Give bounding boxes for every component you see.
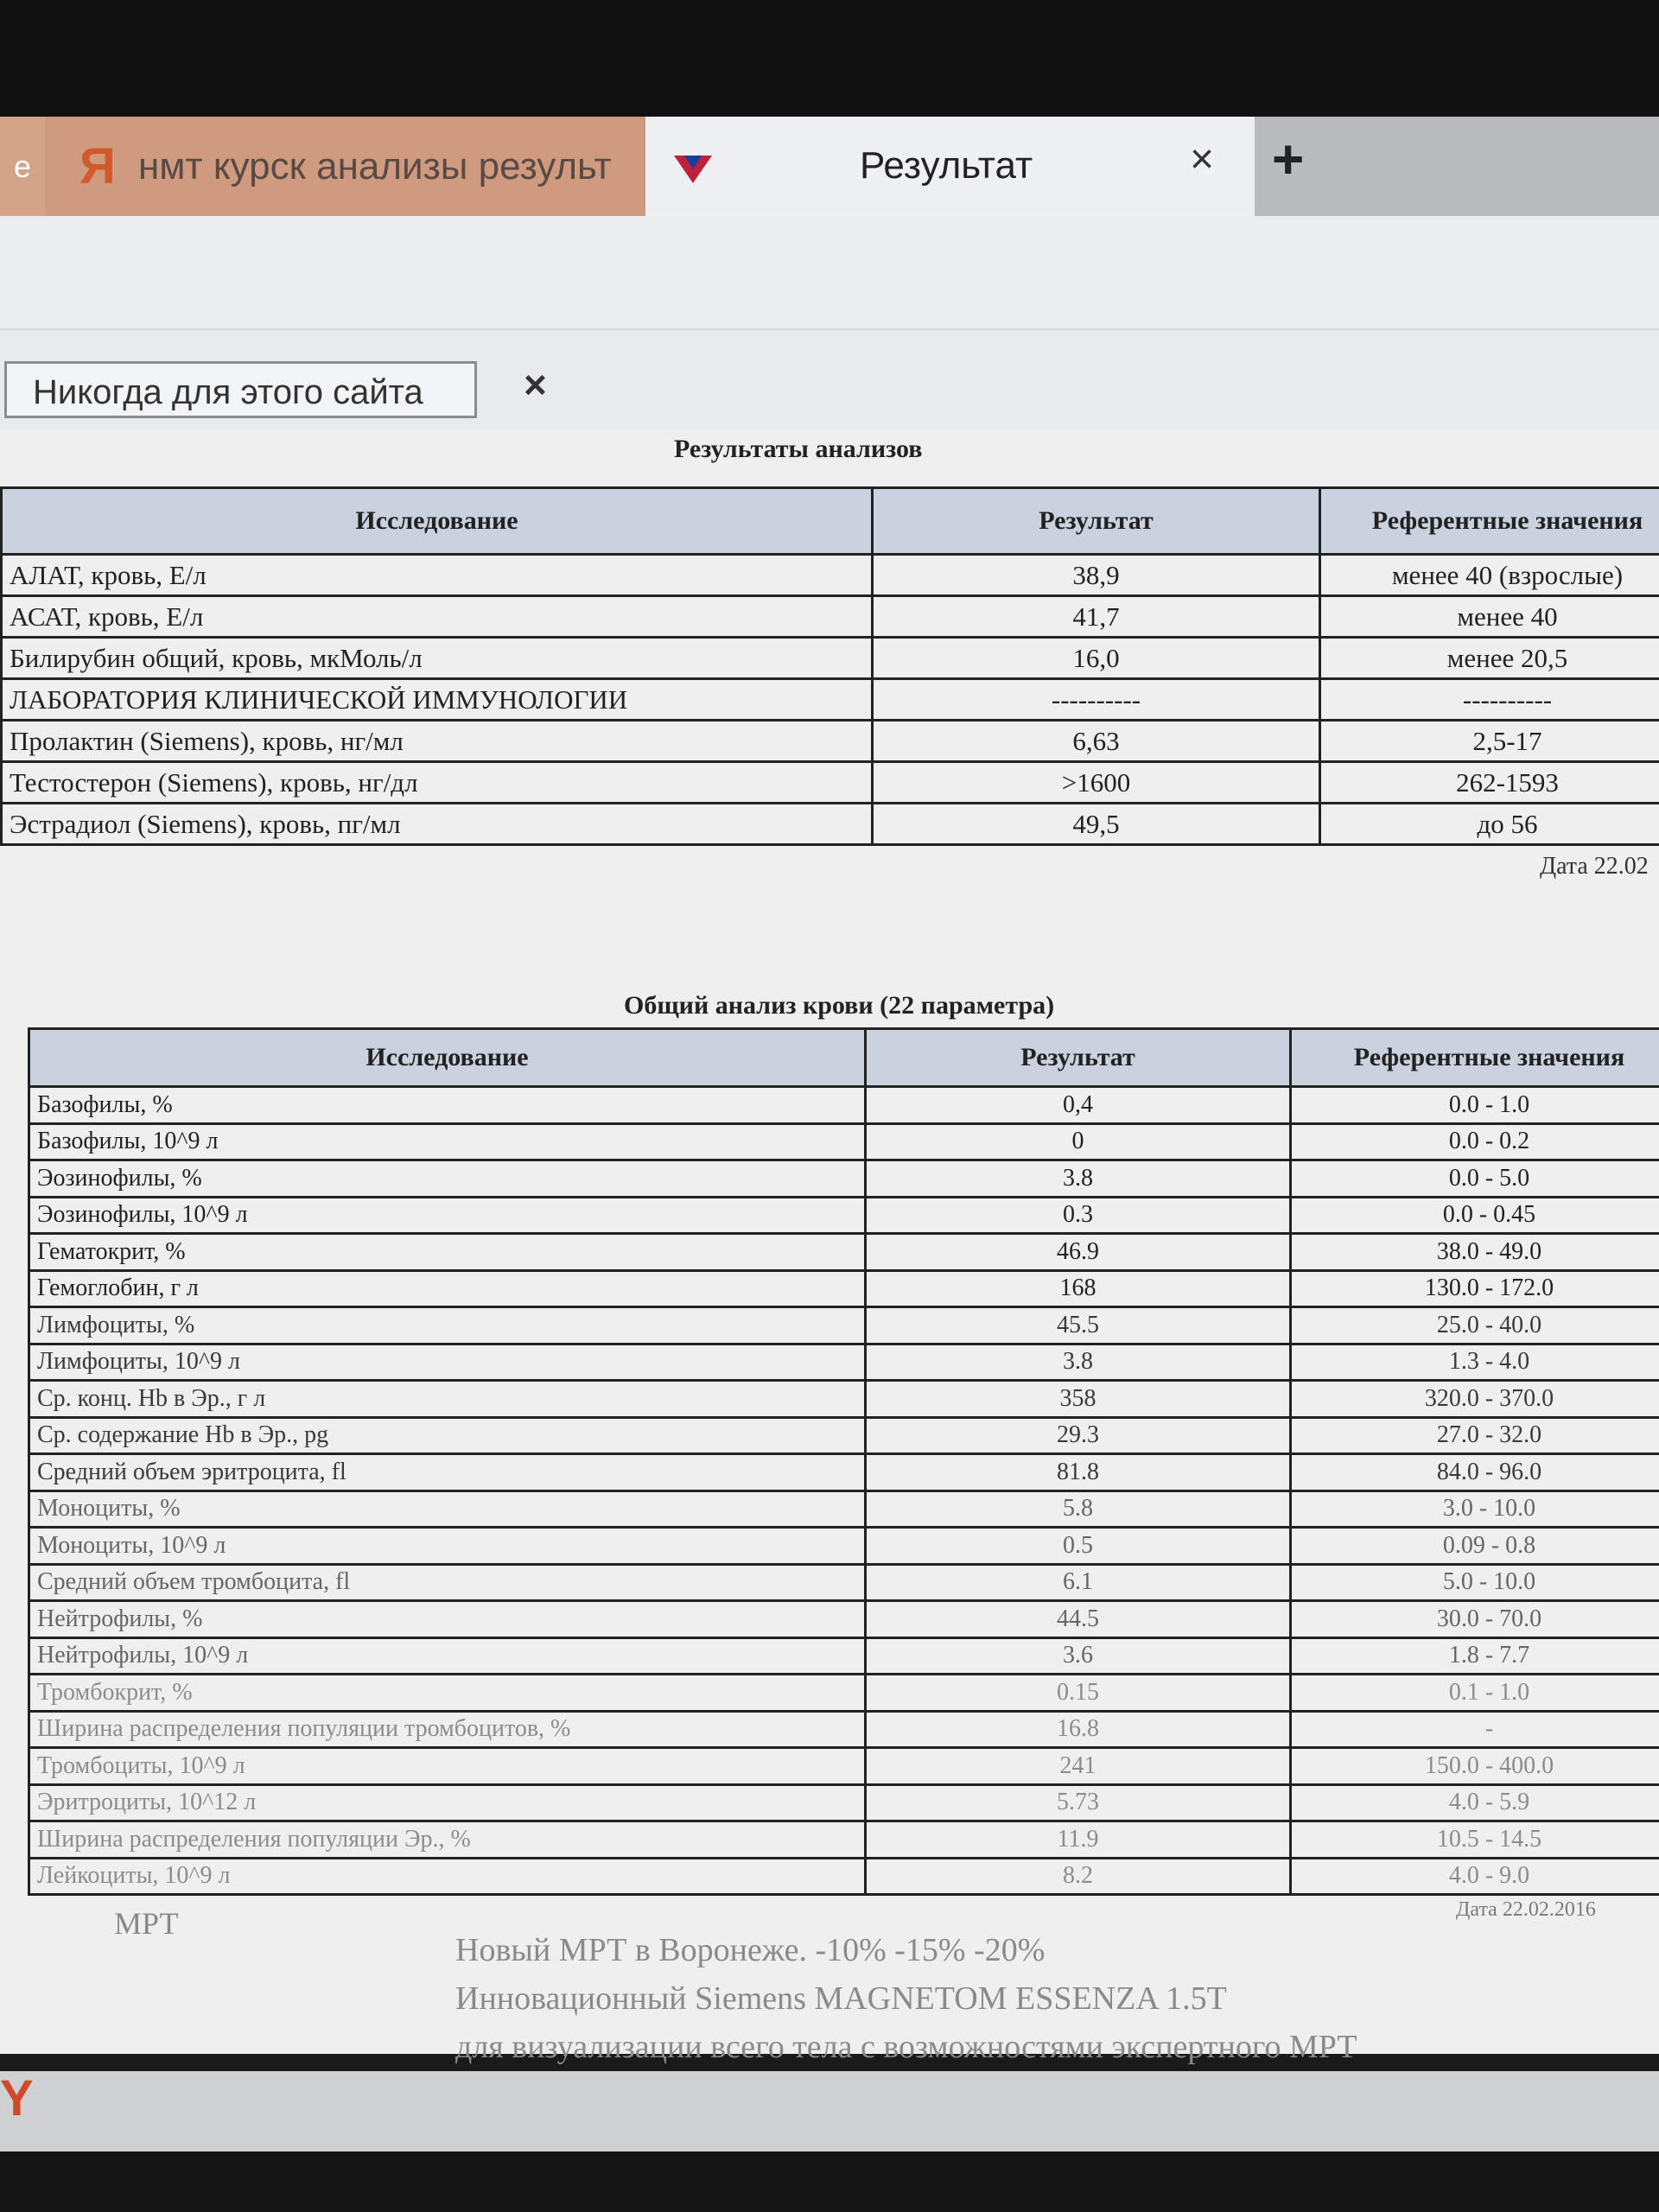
test-name: Моноциты, 10^9 л [29, 1528, 866, 1565]
ad-line-description: для визуализации всего тела с возможностями экспертного МРТ [455, 2029, 1357, 2065]
table-row [29, 1270, 1659, 1307]
table-row [29, 1821, 1659, 1859]
tab-results[interactable] [645, 117, 1255, 216]
test-result: 168 [866, 1270, 1291, 1307]
test-result: 0 [866, 1123, 1291, 1160]
test-result: >1600 [873, 762, 1320, 804]
test-result: 0.5 [866, 1528, 1291, 1565]
reference-range: 0.0 - 0.2 [1291, 1123, 1659, 1160]
test-name: Ср. конц. Hb в Эр., г л [29, 1381, 866, 1418]
table-row [2, 804, 1659, 845]
test-name: Лимфоциты, % [29, 1307, 866, 1344]
table-row [2, 762, 1659, 804]
section-title-blood-count: Общий анализ крови (22 параметра) [624, 991, 1055, 1020]
test-result: ---------- [873, 679, 1320, 721]
test-name: АСАТ, кровь, Е/л [2, 596, 873, 638]
reference-range: 1.8 - 7.7 [1291, 1637, 1659, 1675]
blood-count-table [28, 1027, 1659, 1896]
browser-tab-bar [0, 117, 1659, 216]
test-name: Эритроциты, 10^12 л [29, 1784, 866, 1821]
ad-label[interactable]: МРТ [114, 1906, 179, 1941]
test-result: 38,9 [873, 555, 1320, 596]
table-row [29, 1454, 1659, 1491]
test-result: 0.3 [866, 1197, 1291, 1234]
table-row [29, 1160, 1659, 1198]
browser-toolbar [0, 216, 1659, 330]
table-row [29, 1491, 1659, 1528]
reference-range: 30.0 - 70.0 [1291, 1601, 1659, 1638]
table-row [29, 1417, 1659, 1454]
tab-previous[interactable]: е [0, 117, 45, 216]
site-favicon-inner [684, 156, 702, 169]
test-result: 358 [866, 1381, 1291, 1418]
table-row [29, 1858, 1659, 1895]
table-row [29, 1784, 1659, 1821]
reference-range: 27.0 - 32.0 [1291, 1417, 1659, 1454]
yandex-bottom-logo-icon[interactable]: Y [0, 2070, 34, 2126]
column-header-test: Исследование [2, 488, 873, 555]
table-row [29, 1234, 1659, 1271]
test-result: 41,7 [873, 596, 1320, 638]
tab-yandex-search[interactable] [45, 117, 645, 216]
test-result: 44.5 [866, 1601, 1291, 1638]
screen-bezel-top [0, 0, 1659, 117]
table-row [29, 1675, 1659, 1712]
screen-bezel-bottom [0, 2152, 1659, 2212]
test-name: Ср. содержание Hb в Эр., pg [29, 1417, 866, 1454]
ad-line-headline: Новый МРТ в Воронеже. -10% -15% -20% [455, 1932, 1046, 1968]
reference-range: 1.3 - 4.0 [1291, 1344, 1659, 1381]
reference-range: 0.1 - 1.0 [1291, 1675, 1659, 1712]
test-name: Лейкоциты, 10^9 л [29, 1858, 866, 1895]
test-result: 3.6 [866, 1637, 1291, 1675]
test-result: 3.8 [866, 1344, 1291, 1381]
test-name: Пролактин (Siemens), кровь, нг/мл [2, 721, 873, 762]
reference-range: 4.0 - 9.0 [1291, 1858, 1659, 1895]
table-row [29, 1087, 1659, 1124]
test-name: Эстрадиол (Siemens), кровь, пг/мл [2, 804, 873, 845]
never-for-site-button[interactable]: Никогда для этого сайта [4, 361, 477, 418]
test-result: 11.9 [866, 1821, 1291, 1859]
test-name: Нейтрофилы, 10^9 л [29, 1637, 866, 1675]
test-name: Базофилы, 10^9 л [29, 1123, 866, 1160]
notice-close-icon[interactable]: × [524, 362, 547, 407]
test-result: 16,0 [873, 638, 1320, 679]
reference-range: менее 40 (взрослые) [1320, 555, 1659, 596]
reference-range: 84.0 - 96.0 [1291, 1454, 1659, 1491]
reference-range: 38.0 - 49.0 [1291, 1234, 1659, 1271]
test-result: 0.15 [866, 1675, 1291, 1712]
reference-range: 130.0 - 172.0 [1291, 1270, 1659, 1307]
test-name: Гемоглобин, г л [29, 1270, 866, 1307]
test-result: 49,5 [873, 804, 1320, 845]
reference-range: 2,5-17 [1320, 721, 1659, 762]
ad-line-equipment: Инновационный Siemens MAGNETOM ESSENZA 1.5T [455, 1980, 1227, 2017]
results-page [0, 429, 1659, 2065]
reference-range: менее 20,5 [1320, 638, 1659, 679]
test-name: ЛАБОРАТОРИЯ КЛИНИЧЕСКОЙ ИММУНОЛОГИИ [2, 679, 873, 721]
table-row [29, 1197, 1659, 1234]
table-row [29, 1637, 1659, 1675]
test-name: Ширина распределения популяции Эр., % [29, 1821, 866, 1859]
test-result: 0,4 [866, 1087, 1291, 1124]
reference-range: 25.0 - 40.0 [1291, 1307, 1659, 1344]
reference-range: 3.0 - 10.0 [1291, 1491, 1659, 1528]
test-name: Эозинофилы, 10^9 л [29, 1197, 866, 1234]
reference-range: 320.0 - 370.0 [1291, 1381, 1659, 1418]
reference-range: 0.0 - 5.0 [1291, 1160, 1659, 1198]
table-row [2, 596, 1659, 638]
tab-yandex-label: нмт курск анализы результ [138, 144, 612, 188]
tab-results-label: Результат [860, 144, 1033, 187]
column-header-reference: Референтные значения [1320, 488, 1659, 555]
bottom-panel [0, 2071, 1659, 2152]
test-name: Гематокрит, % [29, 1234, 866, 1271]
test-name: Базофилы, % [29, 1087, 866, 1124]
test-result: 81.8 [866, 1454, 1291, 1491]
test-name: Эозинофилы, % [29, 1160, 866, 1198]
test-name: Средний объем тромбоцита, fl [29, 1564, 866, 1601]
reference-range: 0.09 - 0.8 [1291, 1528, 1659, 1565]
test-name: Нейтрофилы, % [29, 1601, 866, 1638]
table-row [29, 1307, 1659, 1344]
table-row [29, 1344, 1659, 1381]
column-header-test: Исследование [29, 1029, 866, 1087]
table-row [29, 1748, 1659, 1785]
column-header-result: Результат [866, 1029, 1291, 1087]
column-header-reference: Референтные значения [1291, 1029, 1659, 1087]
reference-range: 0.0 - 0.45 [1291, 1197, 1659, 1234]
test-result: 241 [866, 1748, 1291, 1785]
table-row [29, 1528, 1659, 1565]
reference-range: менее 40 [1320, 596, 1659, 638]
test-name: Ширина распределения популяции тромбоцитов, % [29, 1711, 866, 1748]
reference-range: 4.0 - 5.9 [1291, 1784, 1659, 1821]
reference-range: - [1291, 1711, 1659, 1748]
new-tab-button[interactable]: + [1272, 128, 1305, 190]
table-row [29, 1123, 1659, 1160]
reference-range: 5.0 - 10.0 [1291, 1564, 1659, 1601]
test-result: 6,63 [873, 721, 1320, 762]
test-result: 45.5 [866, 1307, 1291, 1344]
reference-range: 150.0 - 400.0 [1291, 1748, 1659, 1785]
test-result: 29.3 [866, 1417, 1291, 1454]
test-name: Моноциты, % [29, 1491, 866, 1528]
test-name: Тромбокрит, % [29, 1675, 866, 1712]
test-name: Тромбоциты, 10^9 л [29, 1748, 866, 1785]
yandex-logo-icon: Я [79, 138, 116, 194]
test-result: 8.2 [866, 1858, 1291, 1895]
table-row [29, 1564, 1659, 1601]
table-row [29, 1381, 1659, 1418]
test-name: Билирубин общий, кровь, мкМоль/л [2, 638, 873, 679]
test-name: Средний объем эритроцита, fl [29, 1454, 866, 1491]
test-result: 16.8 [866, 1711, 1291, 1748]
section-title-results: Результаты анализов [674, 435, 923, 463]
password-notice-bar [0, 330, 1659, 429]
tab-close-icon[interactable]: × [1190, 137, 1215, 182]
test-result: 5.8 [866, 1491, 1291, 1528]
test-name: Лимфоциты, 10^9 л [29, 1344, 866, 1381]
table-row [2, 721, 1659, 762]
results-table [0, 486, 1659, 846]
table-row [2, 555, 1659, 596]
reference-range: 10.5 - 14.5 [1291, 1821, 1659, 1859]
reference-range: до 56 [1320, 804, 1659, 845]
reference-range: 0.0 - 1.0 [1291, 1087, 1659, 1124]
mri-advertisement[interactable] [455, 1926, 1648, 2071]
blood-count-date: Дата 22.02.2016 [1456, 1898, 1596, 1921]
test-name: АЛАТ, кровь, Е/л [2, 555, 873, 596]
table-row [2, 679, 1659, 721]
test-name: Тестостерон (Siemens), кровь, нг/дл [2, 762, 873, 804]
test-result: 6.1 [866, 1564, 1291, 1601]
table-row [29, 1601, 1659, 1638]
results-date: Дата 22.02 [1540, 853, 1649, 880]
test-result: 5.73 [866, 1784, 1291, 1821]
reference-range: ---------- [1320, 679, 1659, 721]
table-row [2, 638, 1659, 679]
column-header-result: Результат [873, 488, 1320, 555]
test-result: 3.8 [866, 1160, 1291, 1198]
reference-range: 262-1593 [1320, 762, 1659, 804]
test-result: 46.9 [866, 1234, 1291, 1271]
table-row [29, 1711, 1659, 1748]
